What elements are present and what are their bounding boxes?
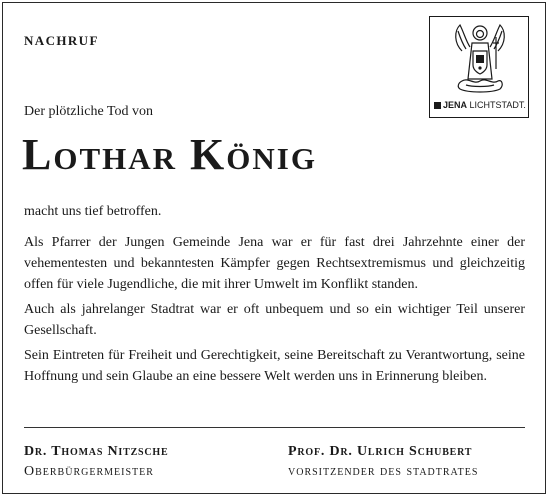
signatory-role: vorsitzender des stadtrates — [288, 464, 479, 479]
paragraph-2: Als Pfarrer der Jungen Gemeinde Jena war er für fast drei Jahrzehnte einer der vehementesten und bekanntesten Kämpfer gegen Rechtsextremismus und gleichzeitig offen für viele Jugendliche, die mit ihrer Umwelt im Konflikt standen. — [24, 235, 525, 292]
intro-text: Der plötzliche Tod von — [24, 104, 154, 119]
paragraph-4: Sein Eintreten für Freiheit und Gerechtigkeit, seine Bereitschaft zu Verantwortung, seine Hoffnung und sein Glaube an eine bessere Welt werden uns in Erinnerung bleiben. — [24, 348, 525, 384]
signatory-role: Oberbürgermeister — [24, 464, 154, 479]
signature-mayor — [24, 442, 168, 482]
paragraph-1: macht uns tief betroffen. — [24, 204, 162, 219]
city-wordmark: JENA LICHTSTADT. — [434, 100, 526, 110]
deceased-name: Lothar König — [22, 130, 317, 179]
wordmark-square-icon — [434, 102, 441, 109]
notice-label: NACHRUF — [24, 33, 99, 48]
signatory-name: Dr. Thomas Nitzsche — [24, 444, 169, 459]
signatory-name: Prof. Dr. Ulrich Schubert — [288, 444, 473, 459]
divider — [24, 427, 525, 428]
city-logo — [429, 16, 529, 118]
signature-council-chair — [288, 442, 478, 482]
paragraph-3: Auch als jahrelanger Stadtrat war er oft unbequem und so ein wichtiger Teil unserer Gesellschaft. — [24, 302, 525, 338]
jena-crest-icon — [452, 21, 508, 97]
